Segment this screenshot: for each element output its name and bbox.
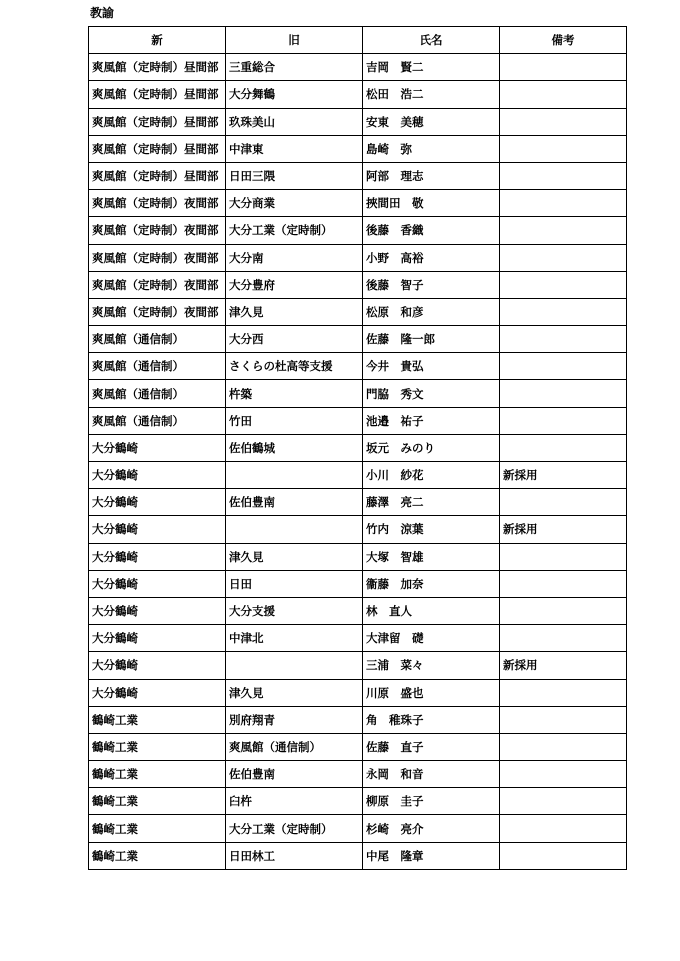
cell-new-school: 大分鶴崎: [89, 652, 226, 679]
cell-name: 竹内 涼葉: [363, 516, 500, 543]
cell-old-school: 中津北: [226, 625, 363, 652]
table-row: [89, 516, 627, 543]
cell-name: 藤澤 亮二: [363, 489, 500, 516]
cell-name: 衞藤 加奈: [363, 570, 500, 597]
table-row: [89, 652, 627, 679]
cell-new-school: 大分鶴崎: [89, 489, 226, 516]
table-row: [89, 326, 627, 353]
cell-old-school: 津久見: [226, 543, 363, 570]
cell-remarks: [500, 54, 627, 81]
cell-name: 門脇 秀文: [363, 380, 500, 407]
cell-remarks: [500, 434, 627, 461]
cell-remarks: [500, 706, 627, 733]
cell-old-school: 日田林工: [226, 842, 363, 869]
cell-old-school: 竹田: [226, 407, 363, 434]
cell-new-school: 爽風館（通信制）: [89, 326, 226, 353]
table-row: [89, 597, 627, 624]
cell-remarks: [500, 407, 627, 434]
cell-old-school: 杵築: [226, 380, 363, 407]
cell-new-school: 大分鶴崎: [89, 570, 226, 597]
cell-name: 安東 美穂: [363, 108, 500, 135]
cell-old-school: 佐伯豊南: [226, 761, 363, 788]
cell-name: 柳原 圭子: [363, 788, 500, 815]
cell-new-school: 爽風館（通信制）: [89, 380, 226, 407]
cell-name: 吉岡 賢二: [363, 54, 500, 81]
cell-name: 大塚 智雄: [363, 543, 500, 570]
table-row: [89, 815, 627, 842]
cell-remarks: [500, 597, 627, 624]
cell-remarks: [500, 842, 627, 869]
cell-new-school: 爽風館（定時制）夜間部: [89, 190, 226, 217]
cell-old-school: [226, 652, 363, 679]
cell-new-school: 大分鶴崎: [89, 597, 226, 624]
table-row: [89, 570, 627, 597]
table-row: [89, 706, 627, 733]
cell-old-school: 大分工業（定時制）: [226, 217, 363, 244]
table-row: [89, 271, 627, 298]
table-row: [89, 353, 627, 380]
table-row: [89, 81, 627, 108]
cell-new-school: 鶴崎工業: [89, 761, 226, 788]
cell-old-school: 日田三隈: [226, 162, 363, 189]
table-row: [89, 108, 627, 135]
cell-old-school: [226, 462, 363, 489]
cell-name: 松田 浩二: [363, 81, 500, 108]
table-row: [89, 135, 627, 162]
cell-remarks: 新採用: [500, 516, 627, 543]
cell-old-school: 中津東: [226, 135, 363, 162]
table-row: [89, 54, 627, 81]
cell-name: 川原 盛也: [363, 679, 500, 706]
cell-remarks: [500, 326, 627, 353]
cell-name: 後藤 香織: [363, 217, 500, 244]
cell-new-school: 大分鶴崎: [89, 543, 226, 570]
cell-name: 中尾 隆章: [363, 842, 500, 869]
cell-new-school: 爽風館（定時制）夜間部: [89, 217, 226, 244]
cell-old-school: 大分商業: [226, 190, 363, 217]
cell-old-school: 大分南: [226, 244, 363, 271]
cell-new-school: 鶴崎工業: [89, 706, 226, 733]
cell-name: 三浦 菜々: [363, 652, 500, 679]
cell-old-school: 津久見: [226, 298, 363, 325]
header-name: 氏名: [363, 27, 500, 54]
table-row: [89, 434, 627, 461]
cell-remarks: [500, 244, 627, 271]
cell-new-school: 爽風館（定時制）昼間部: [89, 81, 226, 108]
cell-new-school: 大分鶴崎: [89, 625, 226, 652]
page-title: 教諭: [90, 6, 115, 20]
cell-name: 後藤 智子: [363, 271, 500, 298]
cell-remarks: [500, 679, 627, 706]
cell-new-school: 鶴崎工業: [89, 815, 226, 842]
cell-name: 小野 高裕: [363, 244, 500, 271]
cell-old-school: 大分工業（定時制）: [226, 815, 363, 842]
table-row: [89, 761, 627, 788]
cell-old-school: 日田: [226, 570, 363, 597]
table-row: [89, 190, 627, 217]
cell-old-school: 佐伯鶴城: [226, 434, 363, 461]
table-row: [89, 679, 627, 706]
cell-remarks: [500, 271, 627, 298]
cell-remarks: [500, 625, 627, 652]
cell-remarks: [500, 353, 627, 380]
cell-remarks: [500, 733, 627, 760]
cell-name: 島崎 弥: [363, 135, 500, 162]
cell-remarks: [500, 761, 627, 788]
table-row: [89, 543, 627, 570]
cell-remarks: [500, 190, 627, 217]
cell-name: 林 直人: [363, 597, 500, 624]
cell-name: 坂元 みのり: [363, 434, 500, 461]
transfer-table: [88, 26, 627, 870]
cell-new-school: 爽風館（定時制）夜間部: [89, 298, 226, 325]
cell-new-school: 鶴崎工業: [89, 842, 226, 869]
cell-name: 今井 貴弘: [363, 353, 500, 380]
cell-name: 杉崎 亮介: [363, 815, 500, 842]
table-row: [89, 462, 627, 489]
cell-name: 小川 紗花: [363, 462, 500, 489]
cell-name: 松原 和彦: [363, 298, 500, 325]
cell-new-school: 爽風館（定時制）昼間部: [89, 54, 226, 81]
cell-name: 角 稚珠子: [363, 706, 500, 733]
cell-remarks: [500, 135, 627, 162]
table-row: [89, 217, 627, 244]
cell-old-school: 大分支援: [226, 597, 363, 624]
header-remarks: 備考: [500, 27, 627, 54]
cell-new-school: 鶴崎工業: [89, 733, 226, 760]
table-body: [89, 54, 627, 870]
table-row: [89, 733, 627, 760]
cell-remarks: [500, 489, 627, 516]
cell-name: 永岡 和音: [363, 761, 500, 788]
cell-old-school: 別府翔青: [226, 706, 363, 733]
cell-old-school: 佐伯豊南: [226, 489, 363, 516]
table-row: [89, 489, 627, 516]
cell-name: 佐藤 直子: [363, 733, 500, 760]
header-old: 旧: [226, 27, 363, 54]
cell-remarks: [500, 162, 627, 189]
cell-name: 佐藤 隆一郎: [363, 326, 500, 353]
table-row: [89, 244, 627, 271]
table-row: [89, 162, 627, 189]
cell-new-school: 大分鶴崎: [89, 516, 226, 543]
cell-remarks: 新採用: [500, 652, 627, 679]
cell-new-school: 大分鶴崎: [89, 679, 226, 706]
cell-new-school: 爽風館（定時制）昼間部: [89, 108, 226, 135]
cell-old-school: 津久見: [226, 679, 363, 706]
cell-remarks: [500, 380, 627, 407]
cell-new-school: 爽風館（定時制）夜間部: [89, 271, 226, 298]
cell-new-school: 爽風館（通信制）: [89, 353, 226, 380]
cell-name: 阿部 理志: [363, 162, 500, 189]
cell-remarks: [500, 570, 627, 597]
cell-new-school: 爽風館（定時制）昼間部: [89, 135, 226, 162]
cell-remarks: [500, 81, 627, 108]
cell-old-school: 爽風館（通信制）: [226, 733, 363, 760]
cell-name: 挾間田 敬: [363, 190, 500, 217]
cell-old-school: 大分西: [226, 326, 363, 353]
cell-remarks: [500, 543, 627, 570]
cell-new-school: 鶴崎工業: [89, 788, 226, 815]
cell-old-school: さくらの杜高等支援: [226, 353, 363, 380]
cell-remarks: [500, 108, 627, 135]
cell-remarks: [500, 298, 627, 325]
cell-new-school: 大分鶴崎: [89, 462, 226, 489]
cell-name: 池邉 祐子: [363, 407, 500, 434]
cell-old-school: 玖珠美山: [226, 108, 363, 135]
cell-remarks: 新採用: [500, 462, 627, 489]
table-row: [89, 298, 627, 325]
table-row: [89, 625, 627, 652]
cell-new-school: 爽風館（定時制）昼間部: [89, 162, 226, 189]
table-row: [89, 407, 627, 434]
cell-remarks: [500, 815, 627, 842]
cell-new-school: 爽風館（定時制）夜間部: [89, 244, 226, 271]
cell-new-school: 爽風館（通信制）: [89, 407, 226, 434]
cell-old-school: 臼杵: [226, 788, 363, 815]
cell-old-school: [226, 516, 363, 543]
cell-old-school: 三重総合: [226, 54, 363, 81]
table-row: [89, 842, 627, 869]
cell-old-school: 大分豊府: [226, 271, 363, 298]
header-new: 新: [89, 27, 226, 54]
cell-remarks: [500, 788, 627, 815]
cell-new-school: 大分鶴崎: [89, 434, 226, 461]
table-row: [89, 788, 627, 815]
cell-remarks: [500, 217, 627, 244]
header-row: [89, 27, 627, 54]
table-row: [89, 380, 627, 407]
cell-old-school: 大分舞鶴: [226, 81, 363, 108]
cell-name: 大津留 礎: [363, 625, 500, 652]
